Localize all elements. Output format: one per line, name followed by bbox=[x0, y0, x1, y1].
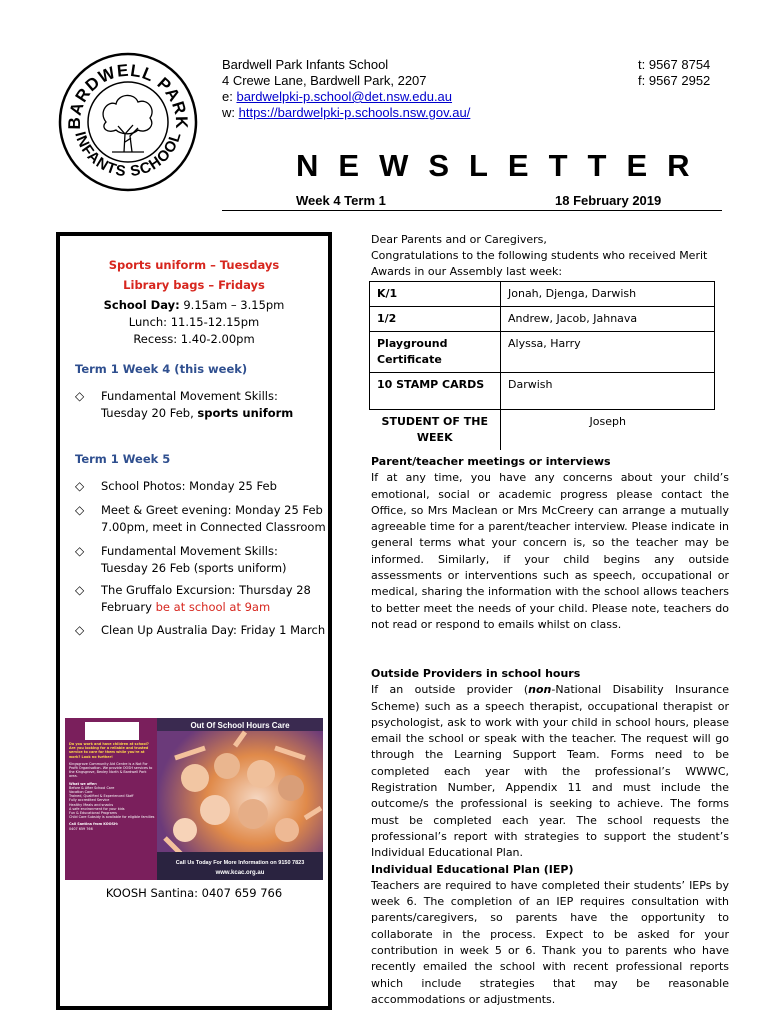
flyer-title: Out Of School Hours Care bbox=[190, 721, 290, 730]
web-line bbox=[222, 105, 470, 121]
flyer-offer: Child Care Subsidy is available for eligible families bbox=[69, 815, 155, 820]
email-line bbox=[222, 89, 470, 105]
list-item-highlight: be at school at 9am bbox=[155, 600, 271, 614]
contact-block bbox=[222, 57, 470, 121]
email-label: e: bbox=[222, 89, 237, 104]
list-item bbox=[75, 543, 327, 577]
web-link[interactable]: https://bardwelpki-p.schools.nsw.gov.au/ bbox=[238, 105, 471, 120]
greeting: Dear Parents and or Caregivers, bbox=[371, 233, 547, 246]
award-label: 1/2 bbox=[370, 307, 501, 332]
week4-heading: Term 1 Week 4 (this week) bbox=[75, 362, 248, 376]
email-link[interactable]: bardwelpki-p.school@det.nsw.edu.au bbox=[236, 89, 453, 104]
list-item bbox=[75, 502, 327, 536]
school-day-line bbox=[60, 296, 328, 314]
flyer-contact: Call Santina from KOOSH: bbox=[69, 822, 119, 827]
school-day-value: 9.15am – 3.15pm bbox=[179, 298, 285, 312]
list-item-text: Fundamental Movement Skills: Tuesday 26 Feb (sports uniform) bbox=[101, 544, 287, 575]
flyer-question: Do you work and have children at school? Are you looking for a reliable and trusted service to care for them while you're at work? Look no further! bbox=[69, 742, 149, 759]
list-item-text: The Gruffalo Excursion: Thursday 28 February bbox=[101, 583, 311, 614]
award-names: Jonah, Djenga, Darwish bbox=[501, 282, 715, 307]
flyer-offer: Vacation Care bbox=[69, 790, 93, 795]
ptm-heading: Parent/teacher meetings or interviews bbox=[371, 455, 611, 468]
diamond-bullet-icon: ◇ bbox=[75, 503, 85, 517]
table-row bbox=[370, 307, 715, 332]
diamond-bullet-icon: ◇ bbox=[75, 479, 85, 493]
ptm-section bbox=[371, 454, 729, 633]
newsletter-masthead: NEWSLETTER bbox=[296, 148, 710, 183]
list-item-text: School Photos: Monday 25 Feb bbox=[101, 479, 277, 493]
lunch-line: Lunch: 11.15-12.15pm bbox=[128, 315, 260, 329]
list-item-emphasis: sports uniform bbox=[197, 406, 294, 420]
op-body-start: If an outside provider ( bbox=[371, 683, 529, 697]
list-item bbox=[75, 582, 327, 616]
op-body-rest: -National Disability Insurance Scheme) such as a speech therapist, occupational therapist or psychologist, ask to work with your child in school hours, please email the school or speak with the teacher. The request will go through the Learning Support Team. Forms need to be completed each year with the professional’s WWWC, Registration Number, Appendix 11 and must include the outcome/s the professional is seeking to achieve. The forms must be completed each year. The school requests the professional’s report with strategies to support the student’s Individual Educational Plan. bbox=[371, 683, 729, 860]
week-term: Week 4 Term 1 bbox=[296, 193, 386, 208]
table-row bbox=[370, 373, 715, 410]
school-address: 4 Crewe Lane, Bardwell Park, 2207 bbox=[222, 73, 427, 88]
congrats-text: Congratulations to the following students who received Merit Awards in our Assembly last week: bbox=[371, 249, 708, 279]
award-names: Joseph bbox=[501, 410, 715, 451]
phone-number: t: 9567 8754 bbox=[638, 57, 711, 72]
tree-icon bbox=[103, 95, 152, 152]
merit-awards-table bbox=[369, 281, 715, 450]
flyer-caption: KOOSH Santina: 0407 659 766 bbox=[105, 886, 283, 900]
award-names: Andrew, Jacob, Jahnava bbox=[501, 307, 715, 332]
flyer-offer: Before & After School Care bbox=[69, 785, 115, 790]
flyer-offer: A safe environment for your kids bbox=[69, 806, 125, 811]
outside-providers-section bbox=[371, 666, 729, 1008]
list-item-text: Fundamental Movement Skills: Tuesday 20 Feb, bbox=[101, 389, 278, 420]
award-names: Darwish bbox=[501, 373, 715, 410]
school-day-label: School Day: bbox=[103, 298, 180, 312]
award-label: 10 STAMP CARDS bbox=[370, 373, 501, 410]
op-body-emphasis: non bbox=[528, 683, 552, 697]
op-heading: Outside Providers in school hours bbox=[371, 667, 581, 680]
week5-heading: Term 1 Week 5 bbox=[75, 452, 171, 466]
flyer-intro: Kingsgrove Community Aid Centre is a Not For Profit Organisation. We provide OOSH services to the Kingsgrove, Bexley North & Bardwell Park area. bbox=[69, 761, 153, 779]
list-item bbox=[75, 388, 327, 422]
library-bags-note: Library bags – Fridays bbox=[123, 278, 265, 292]
table-row bbox=[370, 282, 715, 307]
recess-line: Recess: 1.40-2.00pm bbox=[133, 332, 255, 346]
flyer-offer: Fun & Educational Programs bbox=[69, 811, 117, 816]
sports-uniform-note: Sports uniform – Tuesdays bbox=[108, 258, 280, 272]
issue-date: 18 February 2019 bbox=[555, 193, 662, 208]
flyer-offer: Fully accredited Service bbox=[69, 798, 110, 803]
flyer-contact-phone: 0407 659 766 bbox=[69, 826, 93, 831]
diamond-bullet-icon: ◇ bbox=[75, 389, 85, 403]
logo-ring-bottom: INFANTS SCHOOL bbox=[71, 129, 185, 181]
op-body bbox=[371, 682, 729, 861]
award-label: STUDENT OF THE WEEK bbox=[370, 410, 501, 451]
table-row bbox=[370, 332, 715, 373]
school-name: Bardwell Park Infants School bbox=[222, 57, 389, 72]
logo-ring-top: BARDWELL PARK bbox=[64, 60, 192, 130]
school-logo bbox=[58, 52, 198, 192]
flyer-offer: Trained, Qualified & Experienced Staff bbox=[69, 794, 134, 799]
web-label: w: bbox=[222, 105, 239, 120]
fax-number: f: 9567 2952 bbox=[638, 73, 711, 88]
list-item bbox=[75, 478, 327, 495]
flyer-footer: Call Us Today For More Information on 9150 7823 bbox=[175, 860, 305, 866]
award-names: Alyssa, Harry bbox=[501, 332, 715, 373]
list-item-text: Clean Up Australia Day: Friday 1 March bbox=[101, 623, 326, 637]
flyer-footer-web: www.kcac.org.au bbox=[215, 870, 265, 876]
list-item-text: Meet & Greet evening: Monday 25 Feb 7.00pm, meet in Connected Classroom bbox=[101, 503, 326, 534]
flyer-offer: Healthy Meals and snacks bbox=[69, 802, 114, 807]
flyer-offer-heading: What we offer: bbox=[69, 781, 98, 786]
diamond-bullet-icon: ◇ bbox=[75, 544, 85, 558]
svg-text:INFANTS SCHOOL bbox=[71, 129, 185, 180]
header-divider bbox=[222, 210, 722, 211]
award-label: K/1 bbox=[370, 282, 501, 307]
ptm-body: If at any time, you have any concerns about your child’s emotional, social or academic progress please contact the Office, so Mrs Maclean or Mrs McCreery can arrange a mutually agreeable time for a parent/teacher interview. Please indicate in general terms what your concern is, so the teacher may be informed. Similarly, if your child begins any outside assessments or interventions such as speech, occupational or medical, sharing the information with the school allows teachers to better meet the needs of your child. Please note, teachers do not read or respond to emails whilst on class. bbox=[371, 471, 729, 631]
iep-heading: Individual Educational Plan (IEP) bbox=[371, 862, 574, 876]
diamond-bullet-icon: ◇ bbox=[75, 583, 85, 597]
oshc-flyer-image bbox=[65, 718, 323, 880]
diamond-bullet-icon: ◇ bbox=[75, 623, 85, 637]
table-row bbox=[370, 410, 715, 451]
phone-block bbox=[638, 57, 710, 89]
list-item bbox=[75, 622, 327, 639]
award-label: Playground Certificate bbox=[370, 332, 501, 373]
iep-body: Teachers are required to have completed their students’ IEPs by week 6. The completion of an IEP requires consultation with parents/caregivers, so parents have the opportunity to collaborate in the process. Expect to be asked for your contribution in week 5 or 6. Thank you to parents who have recently emailed the school with recent professional reports which include strategies that may be reasonable accommodations or adjustments. bbox=[371, 878, 729, 1006]
sidebar-box bbox=[56, 232, 332, 1010]
